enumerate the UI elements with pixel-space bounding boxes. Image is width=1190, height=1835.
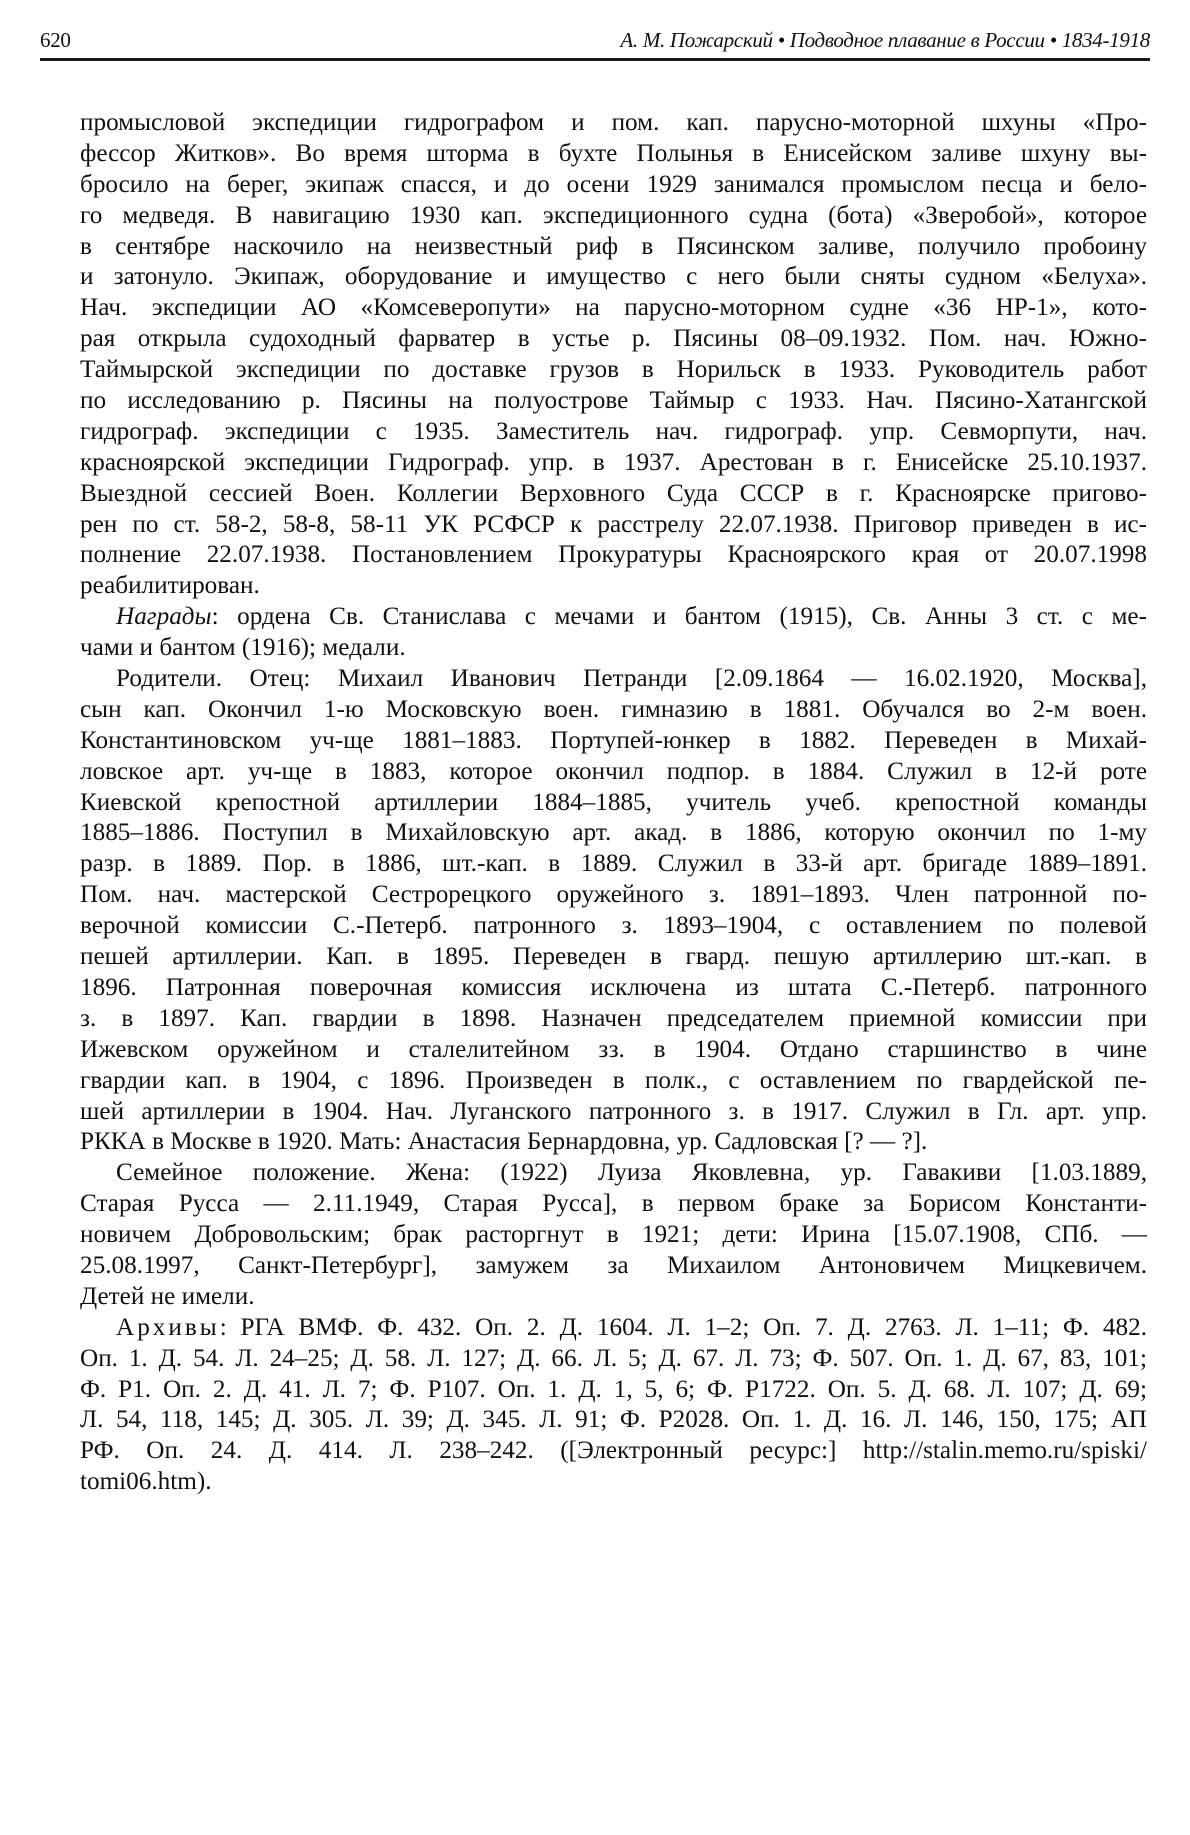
text-line: и затонуло. Экипаж, оборудование и имущество с него были сняты судном «Белуха». bbox=[80, 263, 1147, 291]
text-line: з. в 1897. Кап. гвардии в 1898. Назначен председателем приемной комиссии при bbox=[80, 1004, 1147, 1032]
text-line: новичем Добровольским; брак расторгнут в 1921; дети: Ирина [15.07.1908, СПб. — bbox=[80, 1221, 1147, 1249]
text-line: полнение 22.07.1938. Постановлением Прокуратуры Красноярского края от 20.07.1998 bbox=[80, 541, 1147, 569]
text-line: шей артиллерии в 1904. Нач. Луганского патронного з. в 1917. Служил в Гл. арт. упр. bbox=[80, 1097, 1147, 1125]
text-line: красноярской экспедиции Гидрограф. упр. в 1937. Арестован в г. Енисейске 25.10.1937. bbox=[80, 448, 1147, 476]
text-line: гидрограф. экспедиции с 1935. Заместитель нач. гидрограф. упр. Севморпути, нач. bbox=[80, 417, 1147, 445]
text-line: верочной комиссии С.-Петерб. патронного з. 1893–1904, с оставлением по полевой bbox=[80, 912, 1147, 940]
paragraph-awards bbox=[80, 602, 1147, 664]
text-line: Семейное положение. Жена: (1922) Луиза Яковлевна, ур. Гавакиви [1.03.1889, bbox=[116, 1159, 1147, 1187]
text-line: РККА в Москве в 1920. Мать: Анастасия Бернардовна, ур. Садловская [? — ?]. bbox=[80, 1128, 928, 1156]
text-line: Выездной сессией Воен. Коллегии Верховного Суда СССР в г. Красноярске пригово- bbox=[80, 479, 1147, 507]
text-line: 1885–1886. Поступил в Михайловскую арт. акад. в 1886, которую окончил по 1-му bbox=[80, 819, 1147, 847]
text-line: 1896. Патронная поверочная комиссия исключена из штата С.-Петерб. патронного bbox=[80, 973, 1147, 1001]
text-line: по исследованию р. Пясины на полуострове Таймыр с 1933. Нач. Пясино-Хатангской bbox=[80, 387, 1147, 415]
awards-text: : ордена Св. Станислава с мечами и бантом (1915), Св. Анны 3 ст. с ме- bbox=[211, 603, 1147, 631]
text-line: РФ. Оп. 24. Д. 414. Л. 238–242. ([Электронный ресурс:] http://stalin.memo.ru/spiski/ bbox=[80, 1437, 1147, 1465]
text-line: гвардии кап. в 1904, с 1896. Произведен в полк., с оставлением по гвардейской пе- bbox=[80, 1066, 1147, 1094]
text-line: го медведя. В навигацию 1930 кап. экспедиционного судна (бота) «Зверобой», которое bbox=[80, 201, 1147, 229]
text-line: Таймырской экспедиции по доставке грузов в Норильск в 1933. Руководитель работ bbox=[80, 356, 1147, 384]
text-line: Нач. экспедиции АО «Комсеверопути» на парусно-моторном судне «36 НР-1», кото- bbox=[80, 294, 1147, 322]
text-line: промысловой экспедиции гидрографом и пом. кап. парусно-моторной шхуны «Про- bbox=[80, 109, 1147, 136]
awards-label: Награды bbox=[116, 603, 212, 631]
text-line: разр. в 1889. Пор. в 1886, шт.-кап. в 1889. Служил в 33-й арт. бригаде 1889–1891. bbox=[80, 850, 1147, 878]
text-line: рая открыла судоходный фарватер в устье р. Пясины 08–09.1932. Пом. нач. Южно- bbox=[80, 325, 1147, 353]
text-line bbox=[80, 1313, 1147, 1344]
text-line: Пом. нач. мастерской Сестрорецкого оружейного з. 1891–1893. Член патронной по- bbox=[80, 881, 1147, 909]
text-line bbox=[80, 602, 1147, 633]
text-line: фессор Житков». Во время шторма в бухте Полынья в Енисейском заливе шхуну вы- bbox=[80, 139, 1147, 167]
page-number: 620 bbox=[40, 28, 71, 52]
archives-text: : РГА ВМФ. Ф. 432. Оп. 2. Д. 1604. Л. 1–2; Оп. 7. Д. 2763. Л. 1–11; Ф. 482. bbox=[219, 1313, 1147, 1341]
text-line: ловское арт. уч-ще в 1883, которое окончил подпор. в 1884. Служил в 12-й роте bbox=[80, 757, 1147, 785]
running-head: А. М. Пожарский • Подводное плавание в России • 1834-1918 bbox=[620, 28, 1150, 52]
text-line: Ижевском оружейном и сталелитейном зз. в 1904. Отдано старшинство в чине bbox=[80, 1035, 1147, 1063]
text-line: Киевской крепостной артиллерии 1884–1885, учитель учеб. крепостной команды bbox=[80, 788, 1147, 816]
text-line: Ф. Р1. Оп. 2. Д. 41. Л. 7; Ф. Р107. Оп. 1. Д. 1, 5, 6; Ф. Р1722. Оп. 5. Д. 68. Л. 107; Д. 69; bbox=[80, 1375, 1147, 1403]
page-header bbox=[40, 22, 1150, 61]
source-link-tail: tomi06.htm). bbox=[80, 1468, 212, 1496]
text-line: Детей не имели. bbox=[80, 1282, 255, 1310]
text-line: чами и бантом (1916); медали. bbox=[80, 634, 406, 662]
text-line: рен по ст. 58-2, 58-8, 58-11 УК РСФСР к расстрелу 22.07.1938. Приговор приведен в ис- bbox=[80, 510, 1147, 538]
text-line: пешей артиллерии. Кап. в 1895. Переведен в гвард. пешую артиллерию шт.-кап. в bbox=[80, 943, 1147, 971]
text-line: бросило на берег, экипаж спасся, и до осени 1929 занимался промыслом песца и бело- bbox=[80, 170, 1147, 198]
body-text bbox=[80, 108, 1147, 1498]
text-line: в сентябре наскочило на неизвестный риф в Пясинском заливе, получило пробоину bbox=[80, 232, 1147, 260]
text-line: Родители. Отец: Михаил Иванович Петранди [2.09.1864 — 16.02.1920, Москва], bbox=[116, 665, 1147, 693]
archives-label: Архивы bbox=[116, 1313, 220, 1341]
text-line: Л. 54, 118, 145; Д. 305. Л. 39; Д. 345. Л. 91; Ф. Р2028. Оп. 1. Д. 16. Л. 146, 150, 175; АП bbox=[80, 1406, 1147, 1434]
text-line: сын кап. Окончил 1-ю Московскую воен. гимназию в 1881. Обучался во 2-м воен. bbox=[80, 695, 1147, 723]
paragraph-parents bbox=[80, 664, 1147, 1158]
text-line: Константиновском уч-ще 1881–1883. Портупей-юнкер в 1882. Переведен в Михай- bbox=[80, 726, 1147, 754]
text-line: 25.08.1997, Санкт-Петербург], замужем за Михаилом Антоновичем Мицкевичем. bbox=[80, 1251, 1147, 1279]
text-line: Старая Русса — 2.11.1949, Старая Русса], в первом браке за Борисом Константи- bbox=[80, 1190, 1147, 1218]
text-line: Оп. 1. Д. 54. Л. 24–25; Д. 58. Л. 127; Д. 66. Л. 5; Д. 67. Л. 73; Ф. 507. Оп. 1. Д. 67, 83, 101; bbox=[80, 1344, 1147, 1372]
paragraph-family bbox=[80, 1158, 1147, 1312]
paragraph-archives bbox=[80, 1313, 1147, 1498]
text-line: реабилитирован. bbox=[80, 572, 260, 600]
paragraph-biography bbox=[80, 108, 1147, 602]
